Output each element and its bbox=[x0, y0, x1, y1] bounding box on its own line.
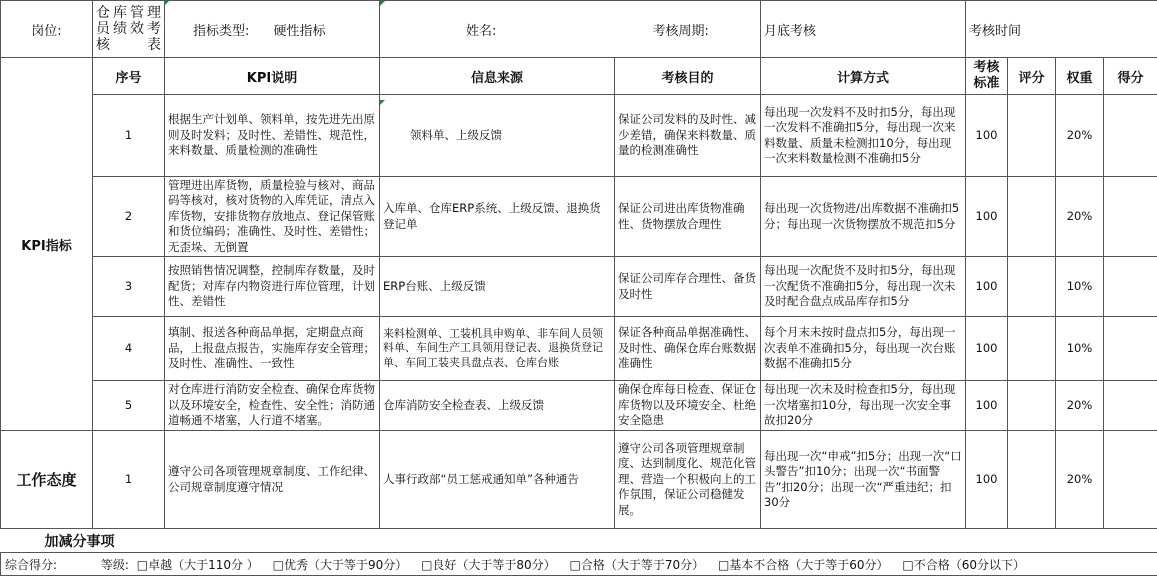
row-purpose[interactable]: 保证公司发料的及时性、减少差错，确保来料数量、质量的检测准确性 bbox=[615, 95, 761, 177]
row-source[interactable]: 人事行政部“员工惩戒通知单”各种通告 bbox=[380, 431, 615, 529]
row-score[interactable] bbox=[1008, 431, 1056, 529]
row-standard[interactable]: 100 bbox=[966, 177, 1008, 257]
row-source[interactable]: 领料单、上级反馈 bbox=[380, 95, 615, 177]
row-kpi[interactable]: 管理进出库货物，质量检验与核对、商品码等核对，核对货物的入库凭证，清点入库货物，安排货物存放地点、登记保管账和货位编码；准确性、及时性、差错性；无歪垛、无倒置 bbox=[165, 177, 380, 257]
row-weight[interactable]: 20% bbox=[1056, 177, 1104, 257]
table-row bbox=[1, 381, 1157, 431]
comment-marker bbox=[380, 1, 385, 6]
col-purpose: 考核目的 bbox=[615, 58, 761, 95]
row-kpi[interactable]: 按照销售情况调整，控制库存数量，及时配货；对库存内物资进行库位管理，计划性、差错性 bbox=[165, 257, 380, 317]
grade-option[interactable]: □良好（大于等于80分） bbox=[421, 557, 556, 572]
row-purpose[interactable]: 保证公司库存合理性、备货及时性 bbox=[615, 257, 761, 317]
col-score: 评分 bbox=[1008, 58, 1056, 95]
row-seq[interactable]: 5 bbox=[93, 381, 165, 431]
footer-cell bbox=[1, 553, 1157, 576]
row-result[interactable] bbox=[1104, 95, 1157, 177]
row-purpose[interactable]: 保证各种商品单据准确性、及时性、确保仓库台账数据准确性 bbox=[615, 317, 761, 381]
row-method[interactable]: 每出现一次发料不及时扣5分，每出现一次发料不准确扣5分，每出现一次来料数量、质量未检测扣10分，每出现一次来料数量检测不准确扣5分 bbox=[761, 95, 966, 177]
row-seq[interactable]: 2 bbox=[93, 177, 165, 257]
row-method[interactable]: 每个月末未按时盘点扣5分，每出现一次表单不准确扣5分，每出现一次台账数据不准确扣5分 bbox=[761, 317, 966, 381]
row-weight[interactable]: 10% bbox=[1056, 317, 1104, 381]
row-result[interactable] bbox=[1104, 431, 1157, 529]
grade-option[interactable]: □基本不合格（大于等于60分） bbox=[717, 557, 889, 572]
table-row bbox=[1, 257, 1157, 317]
row-standard[interactable]: 100 bbox=[966, 381, 1008, 431]
type-label: 指标类型: bbox=[193, 23, 250, 39]
row-weight[interactable]: 10% bbox=[1056, 257, 1104, 317]
table-row bbox=[1, 317, 1157, 381]
row-standard[interactable]: 100 bbox=[966, 257, 1008, 317]
type-cell[interactable] bbox=[165, 1, 380, 58]
comment-marker bbox=[380, 100, 385, 105]
period-value[interactable]: 月底考核 bbox=[761, 1, 966, 58]
grade-label: 等级: bbox=[100, 557, 129, 572]
row-result[interactable] bbox=[1104, 317, 1157, 381]
row-source[interactable]: 仓库消防安全检查表、上级反馈 bbox=[380, 381, 615, 431]
row-method[interactable]: 每出现一次未及时检查扣5分，每出现一次堵塞扣10分，每出现一次安全事故扣20分 bbox=[761, 381, 966, 431]
row-score[interactable] bbox=[1008, 177, 1056, 257]
type-value: 硬性指标 bbox=[273, 23, 326, 39]
row-kpi[interactable]: 对仓库进行消防安全检查、确保仓库货物以及环境安全，检查性、安全性；消防通道畅通不堵塞，人行道不堵塞。 bbox=[165, 381, 380, 431]
row-result[interactable] bbox=[1104, 257, 1157, 317]
col-method: 计算方式 bbox=[761, 58, 966, 95]
column-header-row bbox=[1, 58, 1157, 95]
grade-option[interactable]: □优秀（大于等于90分） bbox=[272, 557, 408, 572]
table-row bbox=[1, 177, 1157, 257]
table-row bbox=[1, 431, 1157, 529]
footer-row bbox=[1, 553, 1157, 576]
row-standard[interactable]: 100 bbox=[966, 95, 1008, 177]
row-kpi[interactable]: 根据生产计划单、领料单，按先进先出原则及时发料；及时性、差错性、规范性，来料数量、质量检测的准确性 bbox=[165, 95, 380, 177]
section-attitude: 工作态度 bbox=[1, 431, 93, 529]
col-standard: 考核标准 bbox=[966, 58, 1008, 95]
row-purpose[interactable]: 遵守公司各项管理规章制度、达到制度化、规范化管理、营造一个积极向上的工作氛围，保证公司稳健发展。 bbox=[615, 431, 761, 529]
row-seq[interactable]: 3 bbox=[93, 257, 165, 317]
post-value[interactable]: 仓库管理员绩效考核表 bbox=[93, 1, 165, 58]
row-result[interactable] bbox=[1104, 177, 1157, 257]
col-source: 信息来源 bbox=[380, 58, 615, 95]
grade-option[interactable]: □不合格（60分以下） bbox=[902, 557, 1025, 572]
comment-marker bbox=[164, 1, 169, 6]
total-label: 综合得分: bbox=[5, 557, 58, 572]
section-kpi: KPI指标 bbox=[1, 58, 93, 431]
col-weight: 权重 bbox=[1056, 58, 1104, 95]
row-purpose[interactable]: 保证公司进出库货物准确性、货物摆放合理性 bbox=[615, 177, 761, 257]
col-kpi: KPI说明 bbox=[165, 58, 380, 95]
header-row bbox=[1, 1, 1157, 58]
row-source[interactable]: 入库单、仓库ERP系统、上级反馈、退换货登记单 bbox=[380, 177, 615, 257]
row-method[interactable]: 每出现一次货物进/出库数据不准确扣5分；每出现一次货物摆放不规范扣5分 bbox=[761, 177, 966, 257]
post-label: 岗位: bbox=[1, 1, 93, 58]
row-score[interactable] bbox=[1008, 381, 1056, 431]
time-label[interactable]: 考核时间 bbox=[966, 1, 1157, 58]
row-score[interactable] bbox=[1008, 257, 1056, 317]
period-label[interactable]: 考核周期: bbox=[615, 1, 761, 58]
row-weight[interactable]: 20% bbox=[1056, 431, 1104, 529]
row-seq[interactable]: 1 bbox=[93, 431, 165, 529]
row-kpi[interactable]: 遵守公司各项管理规章制度、工作纪律、公司规章制度遵守情况 bbox=[165, 431, 380, 529]
row-method[interactable]: 每出现一次“申戒”扣5分；出现一次“口头警告”扣10分；出现一次“书面警告”扣20分；出现一次“严重违纪；扣30分 bbox=[761, 431, 966, 529]
col-result: 得分 bbox=[1104, 58, 1157, 95]
bonus-row bbox=[1, 529, 1157, 553]
row-weight[interactable]: 20% bbox=[1056, 95, 1104, 177]
row-method[interactable]: 每出现一次配货不及时扣5分，每出现一次配货不准确扣5分，每出现一次未及时配合盘点成品库存扣5分 bbox=[761, 257, 966, 317]
section-bonus: 加减分事项 bbox=[1, 529, 1157, 553]
row-purpose[interactable]: 确保仓库每日检查、保证仓库货物以及环境安全、杜绝安全隐患 bbox=[615, 381, 761, 431]
grade-option[interactable]: □合格（大于等于70分） bbox=[569, 557, 705, 572]
row-seq[interactable]: 1 bbox=[93, 95, 165, 177]
row-source[interactable]: ERP台账、上级反馈 bbox=[380, 257, 615, 317]
row-seq[interactable]: 4 bbox=[93, 317, 165, 381]
row-score[interactable] bbox=[1008, 95, 1056, 177]
grade-option[interactable]: □卓越（大于110分 ） bbox=[136, 557, 259, 572]
row-score[interactable] bbox=[1008, 317, 1056, 381]
row-weight[interactable]: 20% bbox=[1056, 381, 1104, 431]
col-seq: 序号 bbox=[93, 58, 165, 95]
row-kpi[interactable]: 填制、报送各种商品单据，定期盘点商品，上报盘点报告，实施库存安全管理；及时性、准确性、一致性 bbox=[165, 317, 380, 381]
table-row bbox=[1, 95, 1157, 177]
row-standard[interactable]: 100 bbox=[966, 317, 1008, 381]
row-source[interactable]: 来料检测单、工装机具申购单、非车间人员领料单、车间生产工具领用登记表、退换货登记单、车间工装夹具盘点表、仓库台账 bbox=[380, 317, 615, 381]
name-label[interactable]: 姓名: bbox=[380, 1, 615, 58]
row-standard[interactable]: 100 bbox=[966, 431, 1008, 529]
row-result[interactable] bbox=[1104, 381, 1157, 431]
